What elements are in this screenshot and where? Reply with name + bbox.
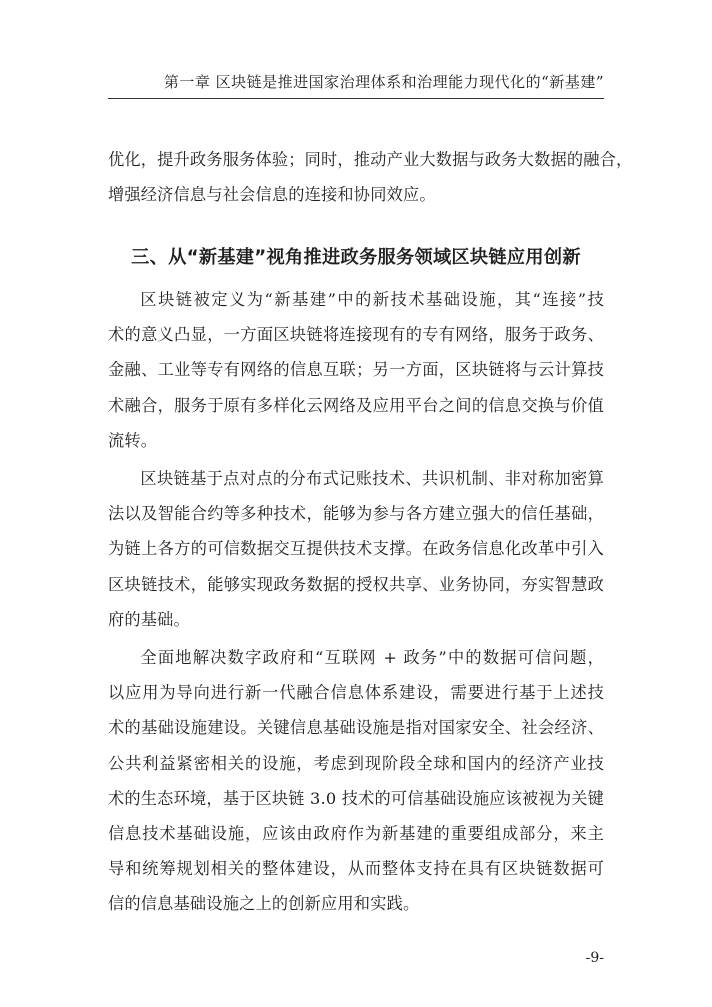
text-line: 区块链基于点对点的分布式记账技术、共识机制、非对称加密算 [140, 469, 604, 488]
text-line: 导和统筹规划相关的整体建设，从而整体支持在具有区块链数据可 [108, 859, 604, 879]
text-line: 信息技术基础设施，应该由政府作为新基建的重要组成部分，来主 [108, 824, 604, 844]
paragraph-blockchain-technology [108, 461, 604, 637]
text-line: 术融合，服务于原有多样化云网络及应用平台之间的信息交换与价值 [108, 395, 604, 415]
paragraph-new-infrastructure-definition [108, 282, 604, 458]
text-line: 流转。 [108, 430, 158, 450]
text-line: 金融、工业等专有网络的信息互联；另一方面，区块链将与云计算技 [108, 360, 604, 380]
text-line: 区块链被定义为“新基建”中的新技术基础设施，其“连接”技 [140, 290, 604, 309]
text-line: 术的意义凸显，一方面区块链将连接现有的专有网络，服务于政务、 [108, 325, 604, 345]
paragraph-continuation [108, 142, 633, 212]
text-line: 优化，提升政务服务体验；同时，推动产业大数据与政务大数据的融合， [108, 150, 633, 169]
running-header-title: 第一章 区块链是推进国家治理体系和治理能力现代化的“新基建” [163, 73, 604, 91]
text-line: 以应用为导向进行新一代融合信息体系建设，需要进行基于上述技 [108, 683, 604, 703]
text-line: 为链上各方的可信数据交互提供技术支撑。在政务信息化改革中引入 [108, 539, 604, 559]
text-line: 区块链技术，能够实现政务数据的授权共享、业务协同，夯实智慧政 [108, 574, 604, 594]
running-header [108, 66, 604, 99]
text-line: 增强经济信息与社会信息的连接和协同效应。 [108, 185, 436, 205]
text-line: 府的基础。 [108, 609, 190, 629]
text-line: 术的生态环境，基于区块链 3.0 技术的可信基础设施应该被视为关键 [108, 788, 604, 808]
text-line: 公共利益紧密相关的设施，考虑到现阶段全球和国内的经济产业技 [108, 753, 604, 773]
paragraph-digital-government [108, 640, 604, 922]
text-line: 信的信息基础设施之上的创新应用和实践。 [108, 894, 420, 914]
text-line: 术的基础设施建设。关键信息基础设施是指对国家安全、社会经济、 [108, 718, 604, 738]
text-line: 法以及智能合约等多种技术，能够为参与各方建立强大的信任基础， [108, 504, 604, 524]
section-heading: 三、从“新基建”视角推进政务服务领域区块链应用创新 [131, 247, 581, 268]
text-line: 全面地解决数字政府和“互联网 + 政务”中的数据可信问题， [140, 648, 604, 667]
page-number: -9- [585, 950, 604, 966]
